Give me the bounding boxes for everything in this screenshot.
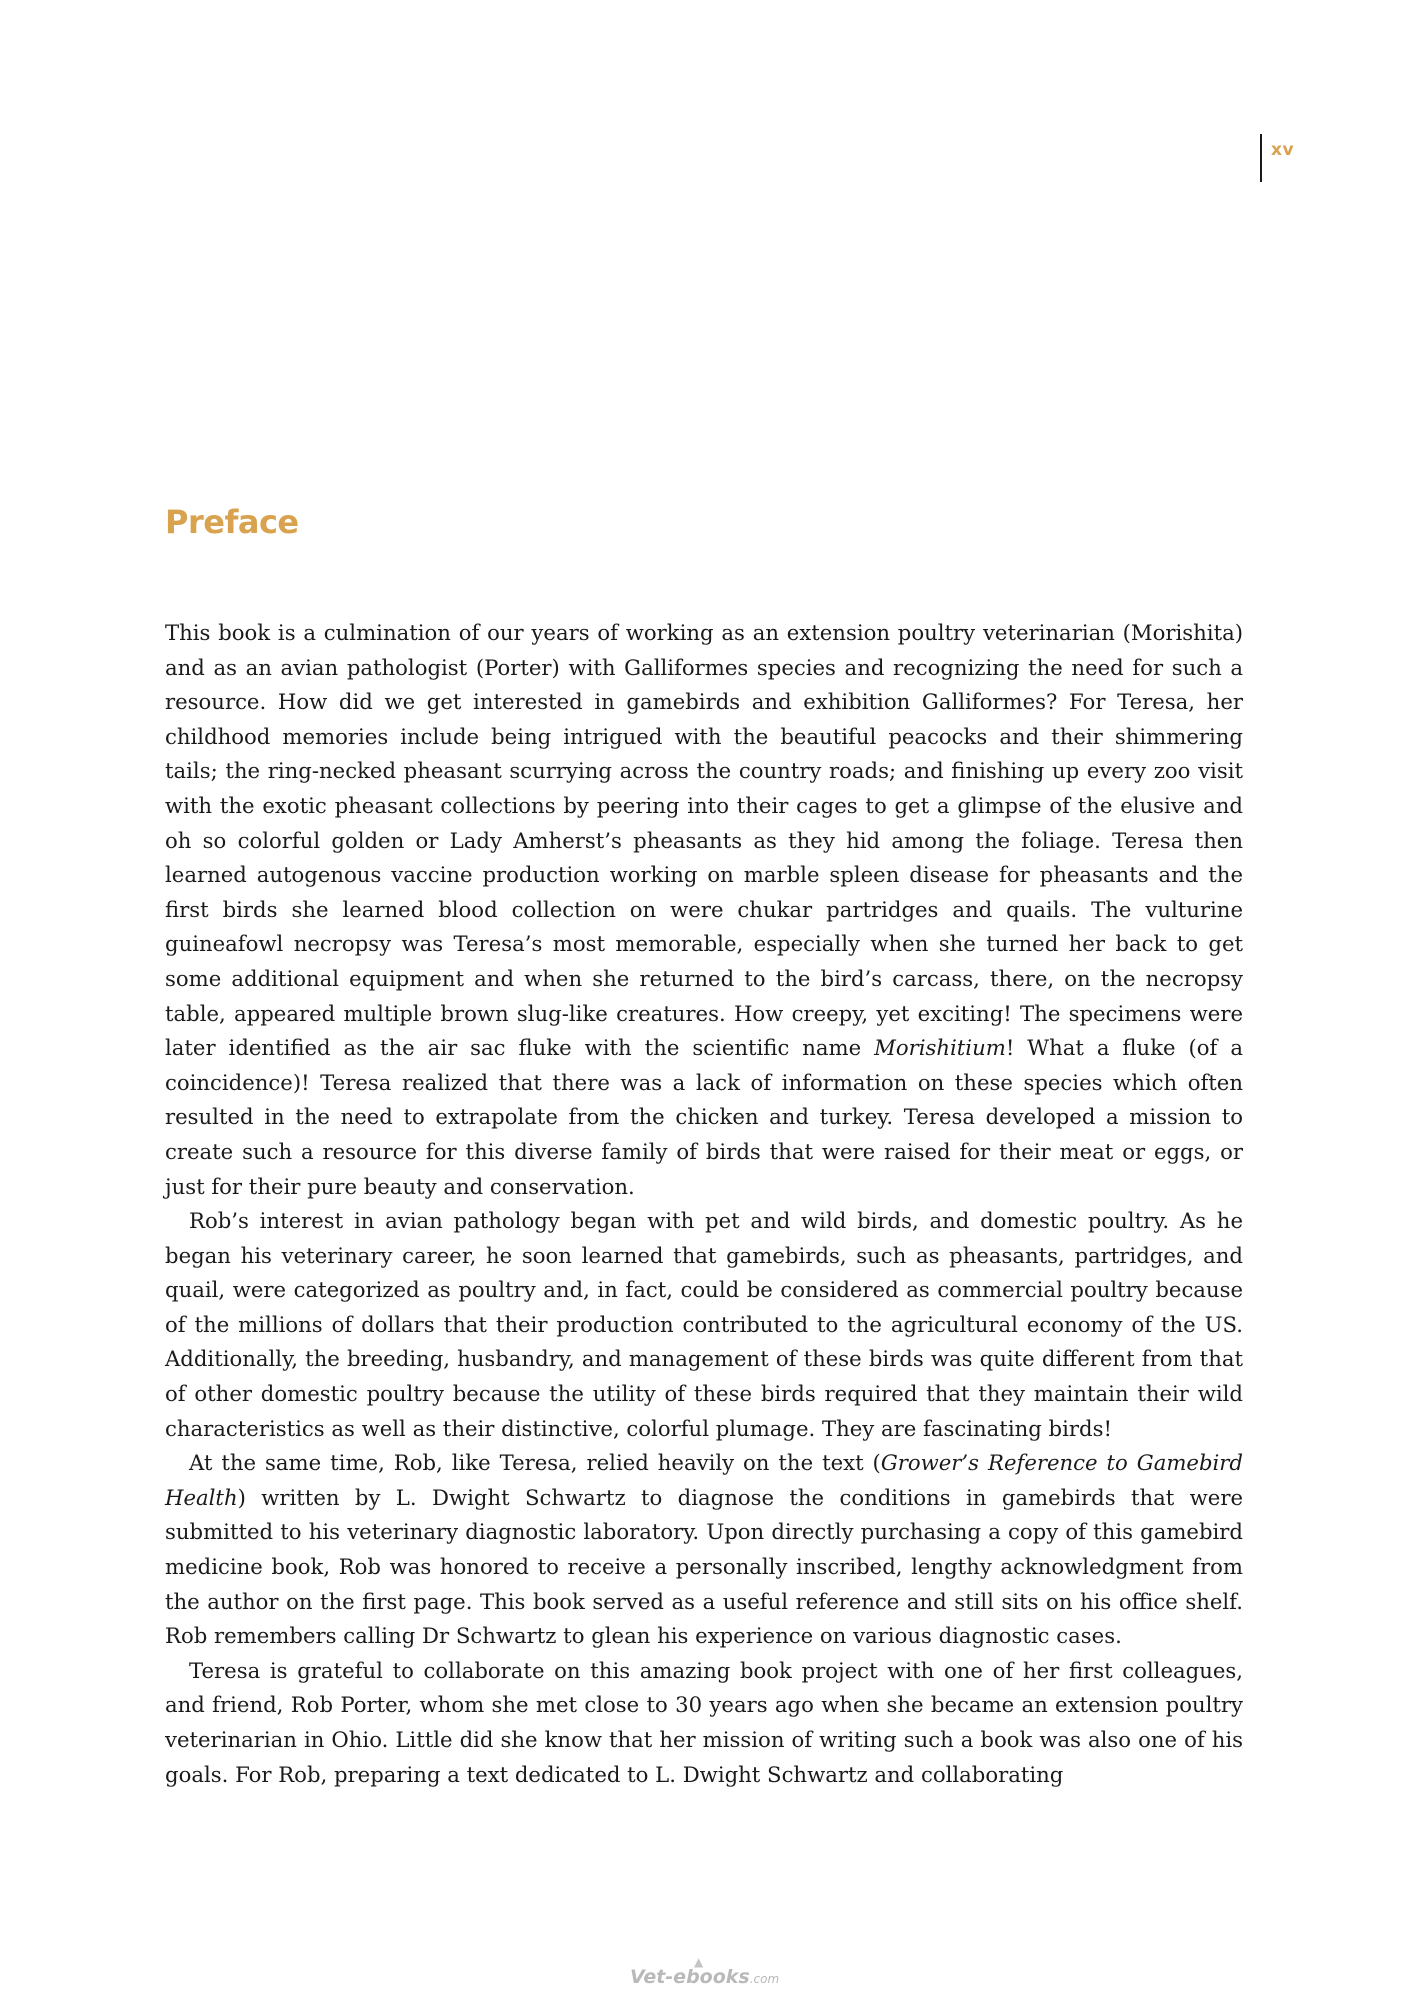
chapter-title: Preface: [165, 503, 299, 541]
paragraph-4-text: Teresa is grateful to collaborate on this amazing book project with one of her first colleagues, and friend, Rob Porter, whom she met close to 30 years ago when she became an extension poultry veterinarian in Ohio. Little did she know that her mission of writing such a book was also one of his goals. For Rob, preparing a text dedicated to L. Dwight Schwartz and collaborating: [165, 1657, 1243, 1787]
book-title-reference: Grower’s Reference to Gamebird Health: [165, 1450, 1243, 1510]
paragraph-3: [165, 1446, 1243, 1654]
paragraph-4: [165, 1654, 1243, 1792]
paragraph-2: [165, 1204, 1243, 1446]
paragraph-3-text-a: At the same time, Rob, like Teresa, relied heavily on the text (: [189, 1450, 881, 1476]
species-name-morishitium: Morishitium: [874, 1035, 1006, 1061]
paragraph-1-text-b: ! What a fluke (of a coincidence)! Teresa realized that there was a lack of information on these species which often resulted in the need to extrapolate from the chicken and turkey. Teresa developed a mission to create such a resource for this diverse family of birds that were raised for their meat or eggs, or just for their pure beauty and conservation.: [165, 1035, 1243, 1199]
paragraph-1-text-a: This book is a culmination of our years of working as an extension poultry veterinarian (Morishita) and as an avian pathologist (Porter) with Galliformes species and recognizing the need for such a resource. How did we get interested in gamebirds and exhibition Galliformes? For Teresa, her childhood memories include being intrigued with the beautiful peacocks and their shimmering tails; the ring-necked pheasant scurrying across the country roads; and finishing up every zoo visit with the exotic pheasant collections by peering into their cages to get a glimpse of the elusive and oh so colorful golden or Lady Amherst’s pheasants as they hid among the foliage. Teresa then learned autogenous vaccine production working on marble spleen disease for pheasants and the first birds she learned blood collection on were chukar partridges and quails. The vulturine guineafowl necropsy was Teresa’s most memorable, especially when she turned her back to get some additional equipment and when she returned to the bird’s carcass, there, on the necropsy table, appeared multiple brown slug-like creatures. How creepy, yet exciting! The specimens were later identified as the air sac fluke with the scientific name: [165, 620, 1243, 1061]
watermark-text: Vet-ebooks: [630, 1966, 750, 1988]
watermark-logo: [630, 1955, 780, 1988]
page-number: xv: [1271, 140, 1295, 160]
folio-rule: [1260, 134, 1262, 182]
paragraph-2-text: Rob’s interest in avian pathology began with pet and wild birds, and domestic poultry. As he began his veterinary career, he soon learned that gamebirds, such as pheasants, partridges, and quail, were categorized as poultry and, in fact, could be considered as commercial poultry because of the millions of dollars that their production contributed to the agricultural economy of the US. Additionally, the breeding, husbandry, and management of these birds was quite different from that of other domestic poultry because the utility of these birds required that they maintain their wild characteristics as well as their distinctive, colorful plumage. They are fascinating birds!: [165, 1208, 1243, 1441]
mortarboard-icon: ▲: [694, 1955, 704, 1969]
paragraph-1: [165, 616, 1243, 1204]
paragraph-3-text-b: ) written by L. Dwight Schwartz to diagnose the conditions in gamebirds that were submitted to his veterinary diagnostic laboratory. Upon directly purchasing a copy of this gamebird medicine book, Rob was honored to receive a personally inscribed, lengthy acknowledgment from the author on the first page. This book served as a useful reference and still sits on his office shelf. Rob remembers calling Dr Schwartz to glean his experience on various diagnostic cases.: [165, 1484, 1243, 1649]
preface-body: [165, 616, 1243, 1792]
watermark-domain: .com: [749, 1972, 780, 1986]
